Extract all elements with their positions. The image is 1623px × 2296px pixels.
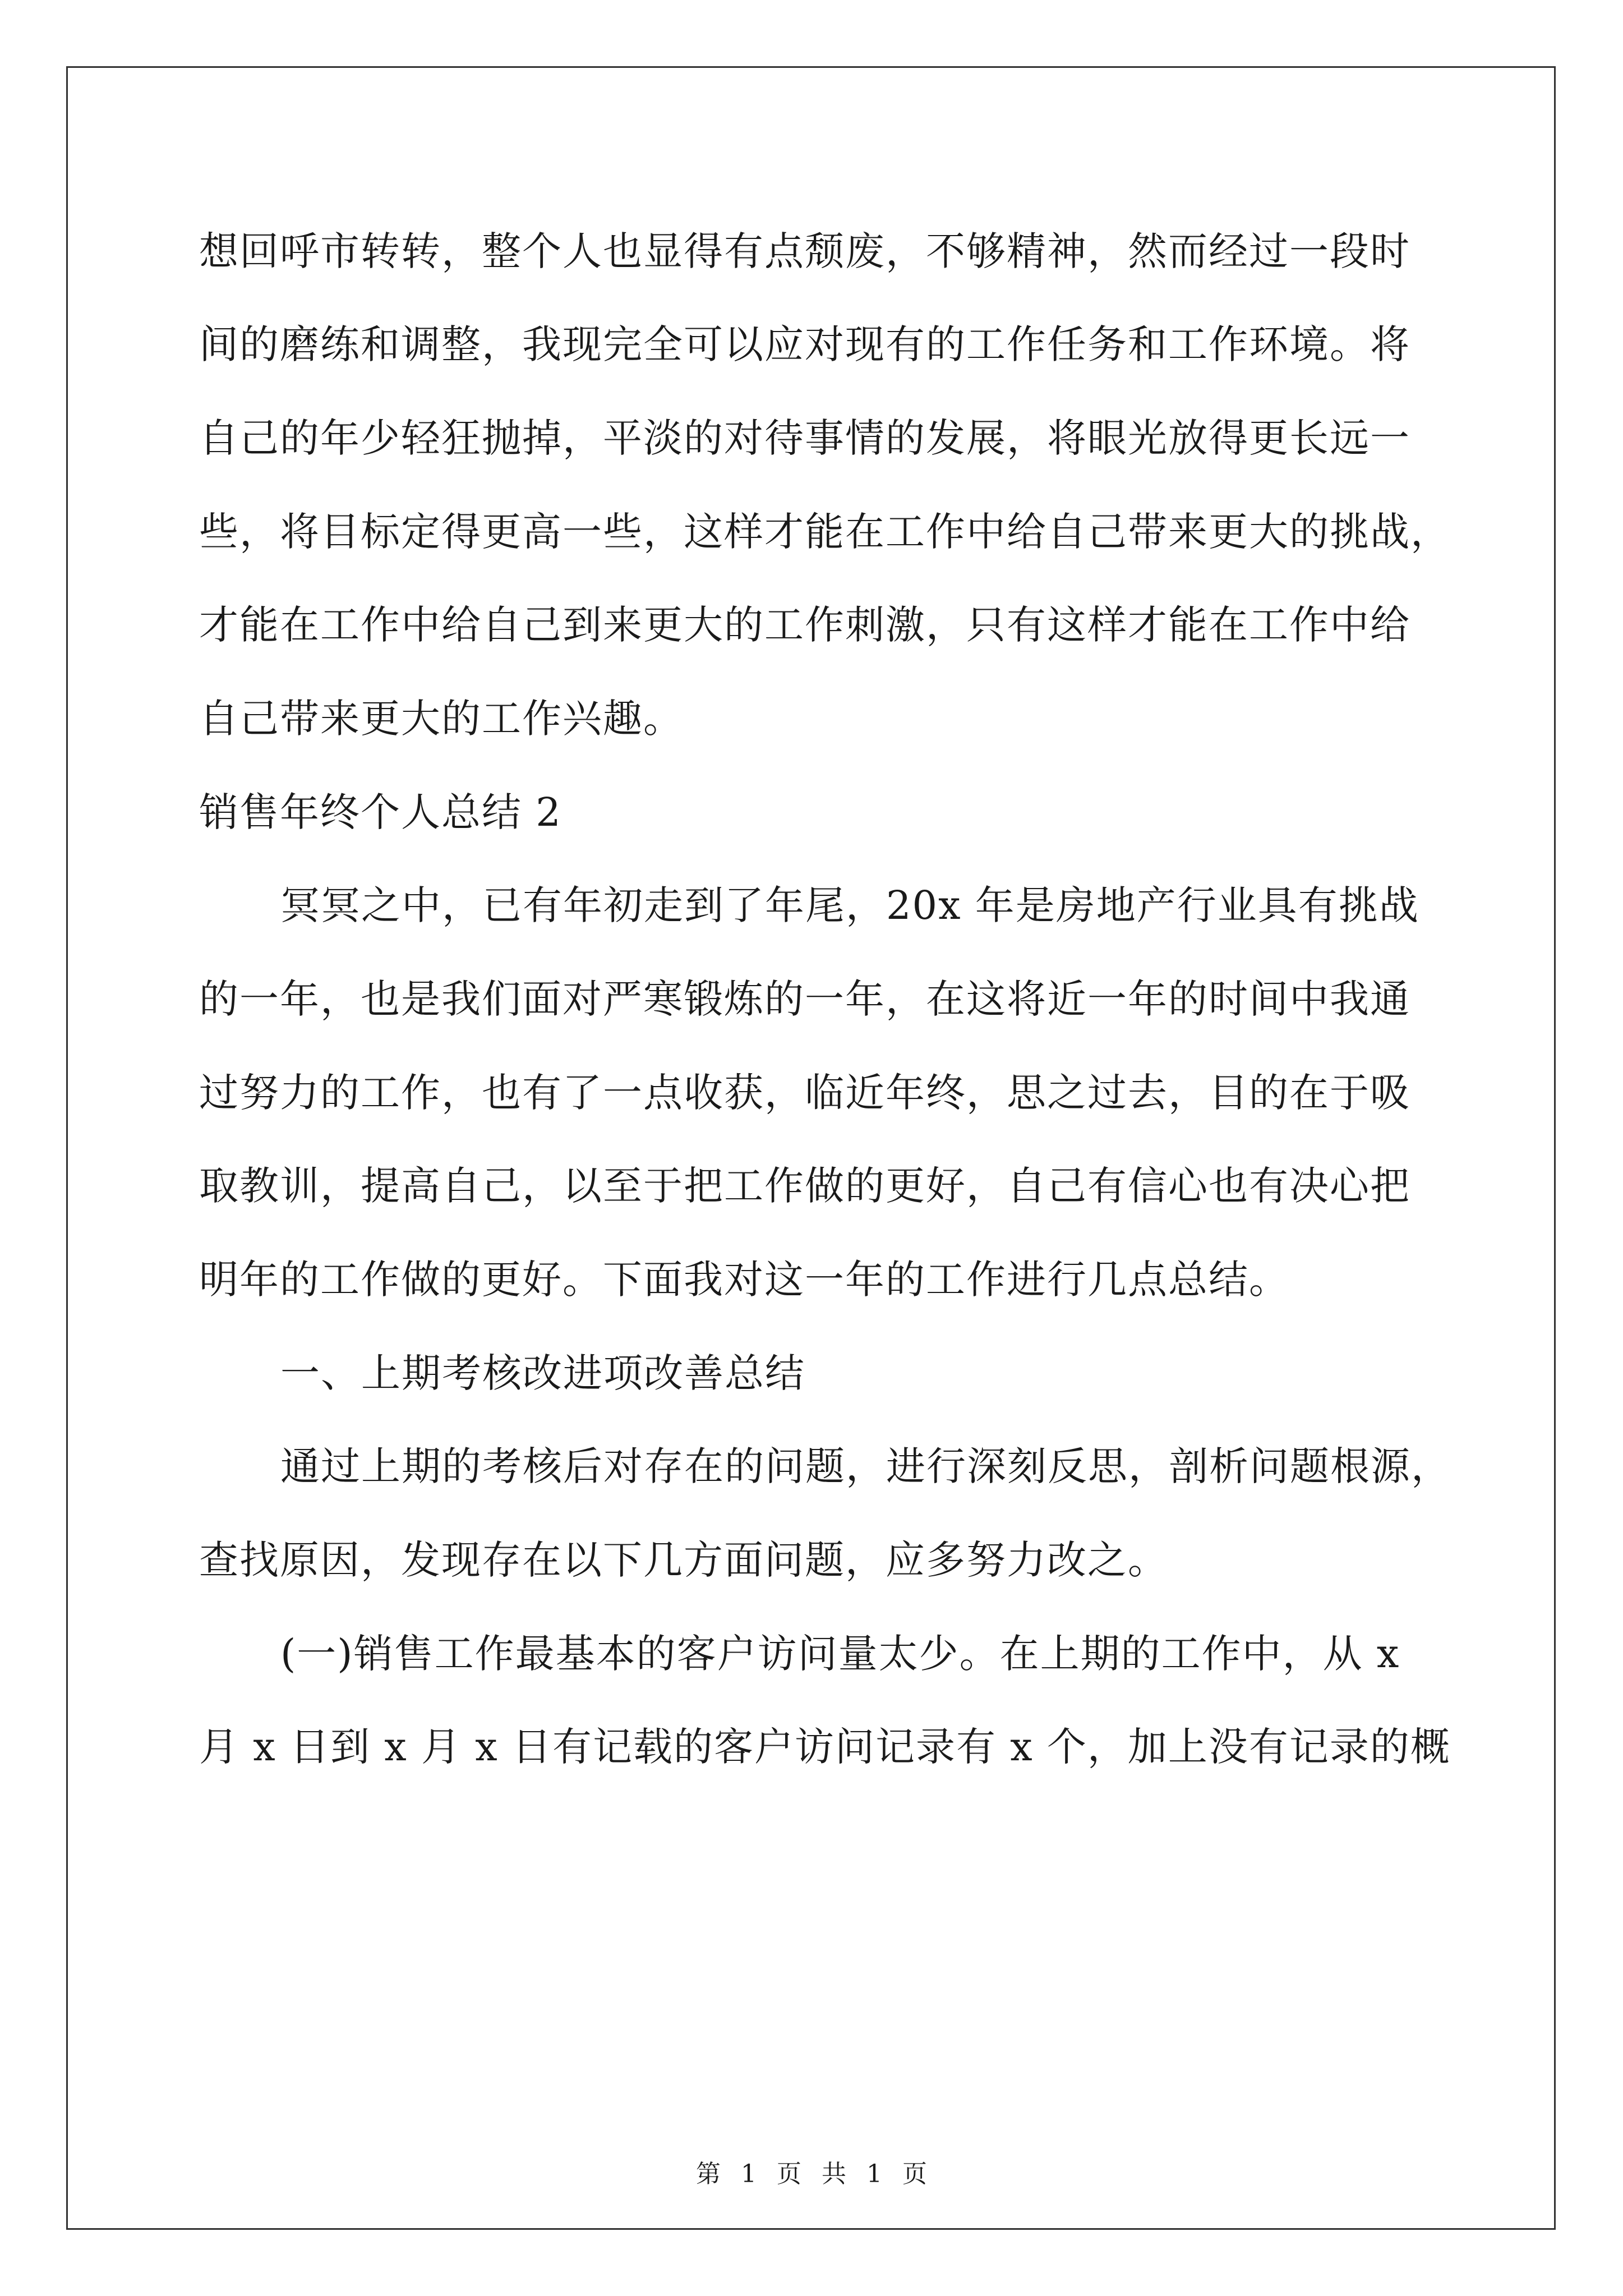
paragraph-line: 自己带来更大的工作兴趣。 (199, 696, 684, 742)
paragraph-line: 才能在工作中给自己到来更大的工作刺激，只有这样才能在工作中给 (199, 602, 1410, 648)
paragraph-line: 些，将目标定得更高一些，这样才能在工作中给自己带来更大的挑战， (199, 509, 1451, 555)
page-border (66, 66, 1556, 2230)
paragraph-line: (一)销售工作最基本的客户访问量太少。在上期的工作中，从 x (280, 1631, 1400, 1677)
paragraph-line: 取教训，提高自己，以至于把工作做的更好，自己有信心也有决心把 (199, 1163, 1410, 1209)
section-heading: 销售年终个人总结 2 (199, 789, 562, 835)
page-footer: 第 1 页 共 1 页 (696, 2160, 927, 2188)
paragraph-line: 明年的工作做的更好。下面我对这一年的工作进行几点总结。 (199, 1257, 1289, 1303)
paragraph-line: 月 x 日到 x 月 x 日有记载的客户访问记录有 x 个，加上没有记录的概 (199, 1724, 1451, 1770)
paragraph-line: 查找原因，发现存在以下几方面问题，应多努力改之。 (199, 1537, 1168, 1583)
subheading: 一、上期考核改进项改善总结 (280, 1350, 805, 1396)
paragraph-line: 自己的年少轻狂抛掉，平淡的对待事情的发展，将眼光放得更长远一 (199, 415, 1410, 461)
paragraph-line: 间的磨练和调整，我现完全可以应对现有的工作任务和工作环境。将 (199, 321, 1410, 367)
paragraph-line: 的一年，也是我们面对严寒锻炼的一年，在这将近一年的时间中我通 (199, 976, 1410, 1022)
paragraph-line: 想回呼市转转，整个人也显得有点颓废，不够精神，然而经过一段时 (199, 228, 1410, 274)
paragraph-line: 通过上期的考核后对存在的问题，进行深刻反思，剖析问题根源， (280, 1443, 1451, 1489)
paragraph-line: 冥冥之中，已有年初走到了年尾，20x 年是房地产行业具有挑战 (280, 882, 1419, 928)
paragraph-line: 过努力的工作，也有了一点收获，临近年终，思之过去，目的在于吸 (199, 1070, 1410, 1116)
